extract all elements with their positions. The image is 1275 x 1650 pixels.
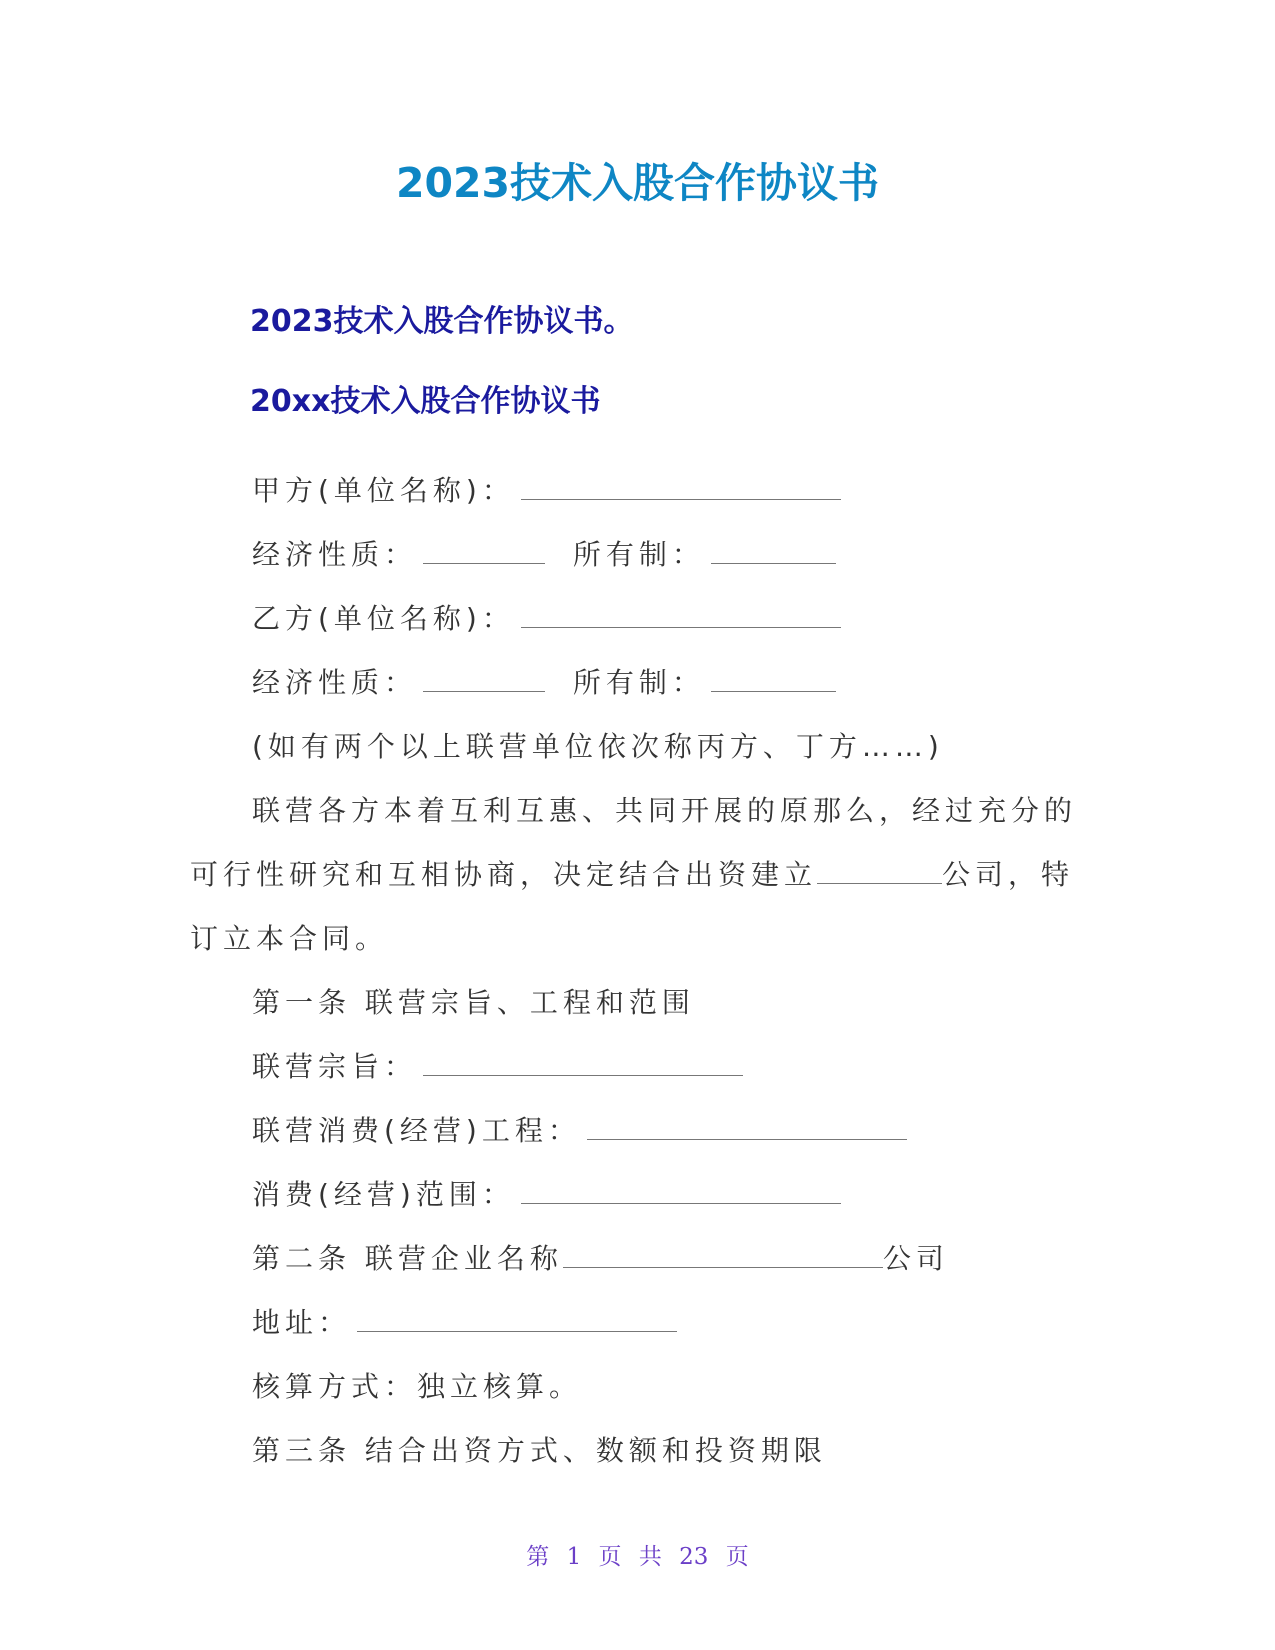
purpose-line: [252, 1045, 749, 1085]
address-line: [252, 1301, 683, 1341]
article-2-suffix: 公司: [882, 1242, 949, 1275]
party-b-label: 乙方(单位名称)：: [252, 602, 515, 635]
ownership-label: 所有制：: [572, 538, 705, 571]
paragraph-line-3: 订立本合同。: [190, 922, 389, 955]
purpose-blank: [423, 1053, 743, 1076]
project-blank: [587, 1117, 907, 1140]
party-a-nature-line: [252, 533, 842, 573]
scope-blank: [521, 1181, 841, 1204]
address-label: 地址：: [252, 1306, 352, 1339]
accounting-line: 核算方式：独立核算。: [252, 1370, 583, 1403]
paragraph-line-2: [190, 853, 1074, 893]
econ-nature-blank: [423, 669, 545, 692]
scope-line: [252, 1173, 847, 1213]
econ-nature-blank: [423, 541, 545, 564]
party-b-line: [252, 597, 847, 637]
ownership-blank: [711, 669, 836, 692]
page-footer: 第 1 页 共 23 页: [526, 1544, 749, 1570]
company-name-blank: [817, 861, 942, 884]
project-line: [252, 1109, 913, 1149]
ownership-label: 所有制：: [572, 666, 705, 699]
econ-nature-label: 经济性质：: [252, 538, 418, 571]
project-label: 联营消费(经营)工程：: [252, 1114, 581, 1147]
address-blank: [357, 1309, 677, 1332]
party-a-line: [252, 469, 847, 509]
article-1-heading: 第一条 联营宗旨、工程和范围: [252, 986, 695, 1019]
econ-nature-label: 经济性质：: [252, 666, 418, 699]
article-2-label: 第二条 联营企业名称: [252, 1242, 563, 1275]
paragraph-line-1: 联营各方本着互利互惠、共同开展的原那么，经过充分的: [252, 794, 1078, 827]
paragraph-line-2-end: 公司，特: [942, 858, 1075, 891]
party-b-blank: [521, 605, 841, 628]
article-3-heading: 第三条 结合出资方式、数额和投资期限: [252, 1434, 827, 1467]
subtitle-1: 2023技术入股合作协议书。: [250, 304, 634, 339]
party-a-blank: [521, 477, 841, 500]
party-a-label: 甲方(单位名称)：: [252, 474, 515, 507]
party-b-nature-line: [252, 661, 842, 701]
enterprise-name-blank: [563, 1245, 883, 1268]
paragraph-line-2-start: 可行性研究和互相协商，决定结合出资建立: [190, 858, 818, 891]
scope-label: 消费(经营)范围：: [252, 1178, 515, 1211]
article-2-line: [252, 1237, 949, 1277]
note-line: (如有两个以上联营单位依次称丙方、丁方……): [252, 730, 944, 763]
subtitle-2: 20xx技术入股合作协议书: [250, 384, 601, 419]
ownership-blank: [711, 541, 836, 564]
document-title: 2023技术入股合作协议书: [395, 159, 880, 207]
purpose-label: 联营宗旨：: [252, 1050, 418, 1083]
